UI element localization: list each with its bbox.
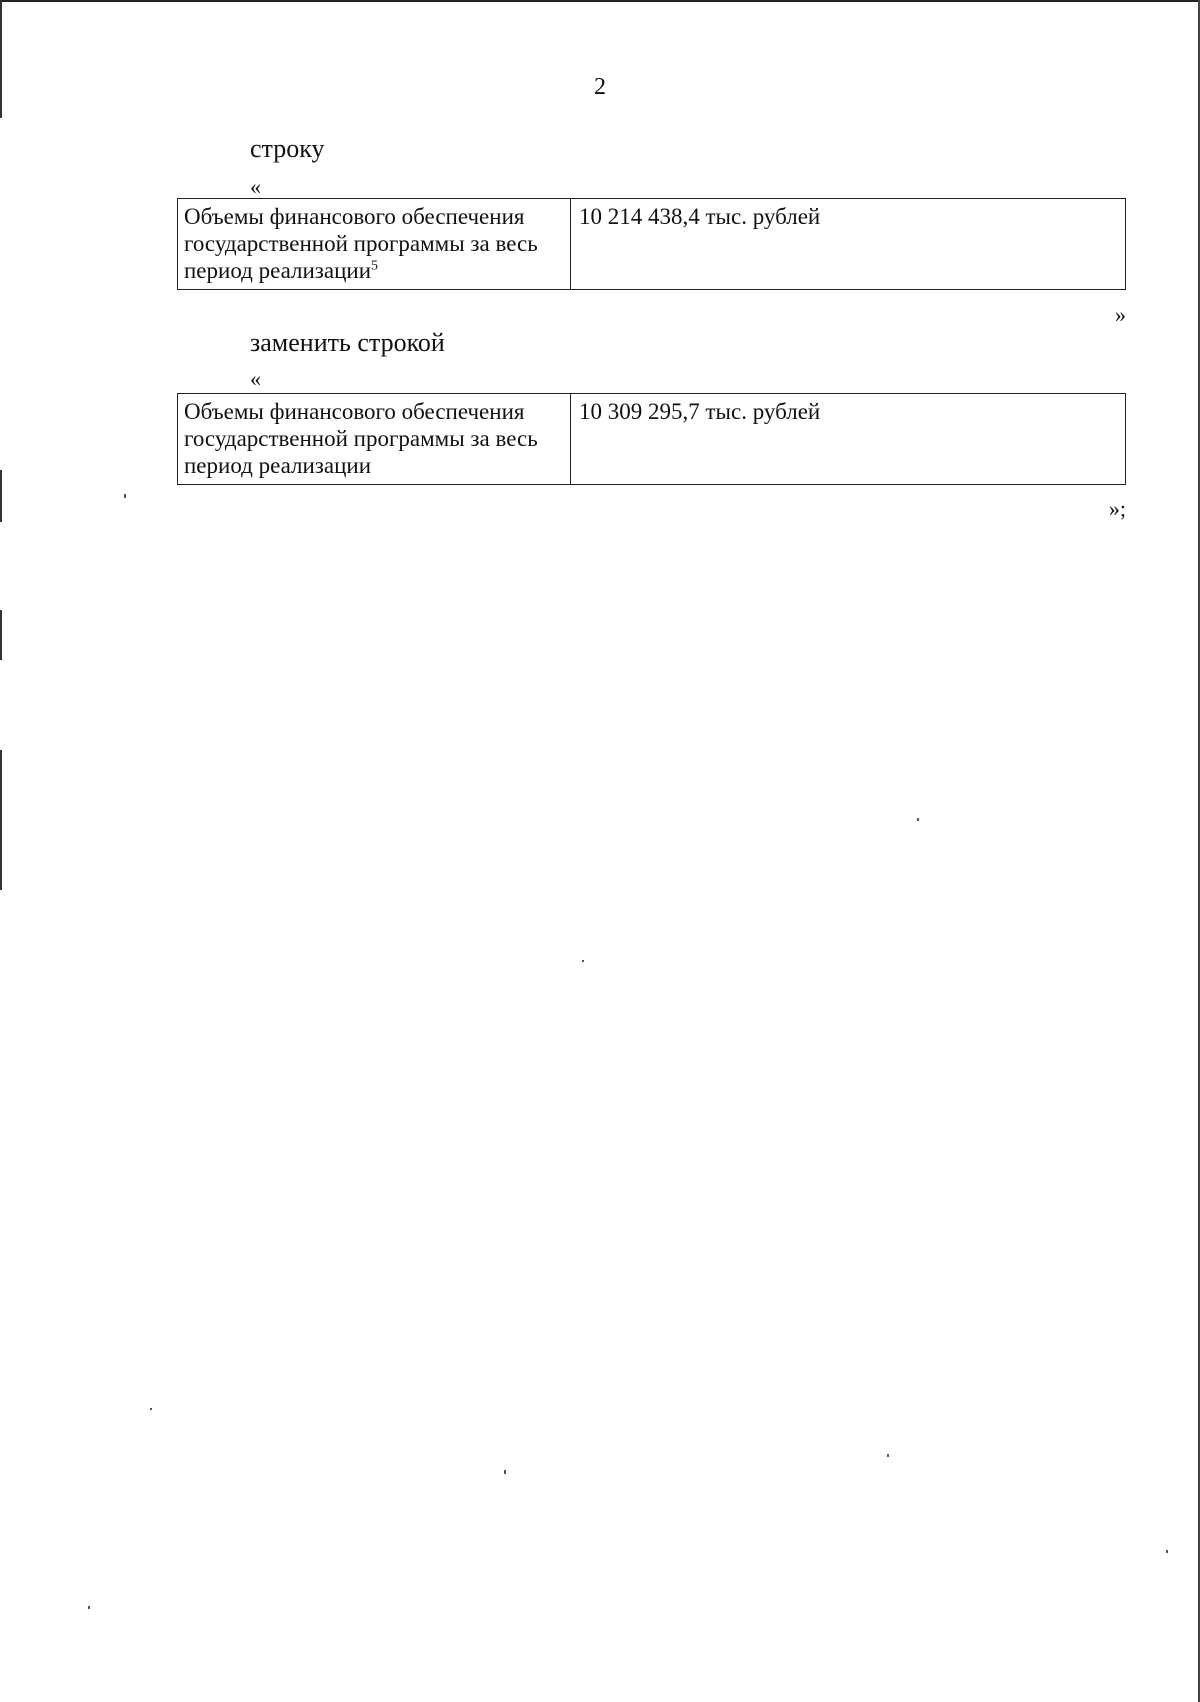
scan-speck (582, 960, 584, 962)
table-row (178, 199, 1126, 290)
row-label: Объемы финансового обеспечения государственной программы за весь период реализации (184, 204, 538, 283)
scan-edge-left (0, 750, 2, 890)
close-quote: » (1115, 302, 1126, 327)
scan-speck (504, 1470, 506, 1474)
row-value: 10 309 295,7 тыс. рублей (579, 399, 821, 424)
scan-edge-left (0, 610, 2, 660)
scan-edge-left (0, 470, 2, 522)
scan-speck (88, 1606, 90, 1609)
finance-table-old (177, 198, 1126, 290)
scan-speck (887, 1454, 889, 1457)
row-label: Объемы финансового обеспечения государственной программы за весь период реализации (184, 399, 538, 478)
instruction-heading-old: строку (250, 134, 325, 163)
table-label-cell (178, 199, 571, 290)
finance-table-new (177, 393, 1126, 485)
open-quote: « (250, 174, 261, 199)
scan-speck (917, 818, 919, 821)
row-value: 10 214 438,4 тыс. рублей (579, 204, 821, 229)
scan-speck (1166, 1550, 1168, 1553)
page-number: 2 (594, 74, 606, 100)
open-quote: « (250, 366, 261, 391)
instruction-heading-new: заменить строкой (250, 328, 445, 357)
scan-speck (150, 1408, 152, 1410)
footnote-mark: 5 (371, 258, 379, 274)
table-label-cell (178, 394, 571, 485)
scan-speck (124, 494, 126, 498)
table-value-cell (571, 394, 1126, 485)
table-value-cell (571, 199, 1126, 290)
close-quote: »; (1108, 496, 1126, 521)
table-row (178, 394, 1126, 485)
scan-edge-top (0, 0, 1200, 2)
